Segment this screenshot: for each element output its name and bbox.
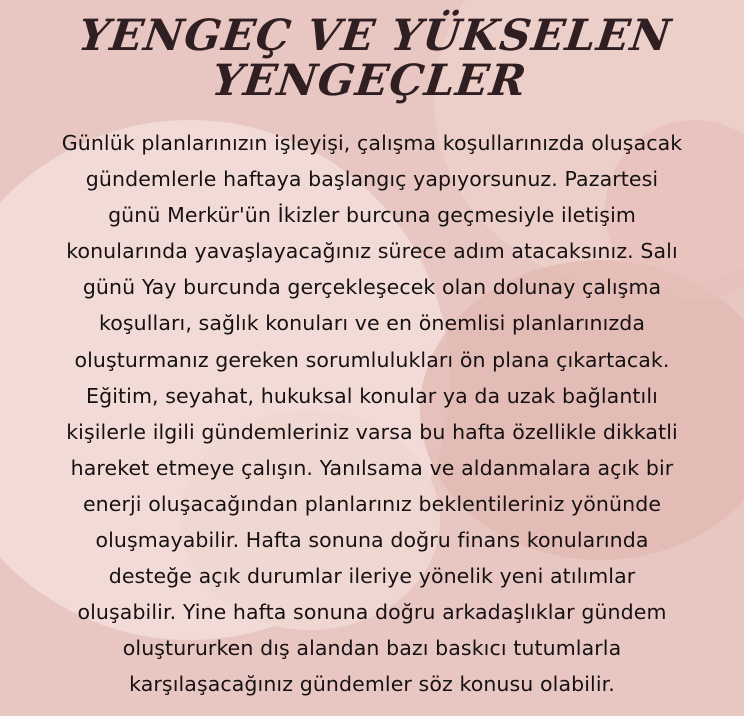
body-line: oluştururken dış alandan bazı baskıcı tutumlarla [122, 636, 622, 661]
body-line: gündemlerle haftaya başlangıç yapıyorsunuz. Pazartesi [85, 167, 659, 192]
body-line: Eğitim, seyahat, hukuksal konular ya da uzak bağlantılı [86, 383, 658, 408]
body-line: oluşabilir. Yine hafta sonuna doğru arkadaşlıklar gündem [77, 600, 667, 625]
body-line: konularında yavaşlayacağınız sürece adım atacaksınız. Salı [66, 239, 678, 264]
body-line: günü Yay burcunda gerçekleşecek olan dolunay çalışma [82, 275, 662, 300]
title-line: YENGEÇLER [209, 56, 530, 106]
horoscope-text [20, 125, 724, 703]
body-line: hareket etmeye çalışın. Yanılsama ve aldanmalara açık bir [70, 455, 674, 480]
body-line: oluşmayabilir. Hafta sonuna doğru finans konularında [95, 528, 649, 553]
body-line: Günlük planlarınızın işleyişi, çalışma koşullarınızda oluşacak [61, 131, 683, 155]
body-line: günü Merkür'ün İkizler burcuna geçmesiyle iletişim [108, 203, 636, 228]
body-line: oluşturmanız gereken sorumlulukları ön plana çıkartacak. [74, 347, 670, 372]
title-line: YENGEÇ VE YÜKSELEN [75, 11, 675, 61]
page-title [14, 11, 729, 106]
body-line: desteğe açık durumlar ileriye yönelik yeni atılımlar [108, 564, 636, 589]
body-line: kişilerle ilgili gündemleriniz varsa bu hafta özellikle dikkatli [66, 419, 678, 444]
body-line: koşulları, sağlık konuları ve en önemlisi planlarınızda [98, 311, 646, 336]
body-line: enerji oluşacağından planlarınız beklentileriniz yönünde [82, 491, 662, 516]
body-line: karşılaşacağınız gündemler söz konusu olabilir. [129, 672, 615, 697]
